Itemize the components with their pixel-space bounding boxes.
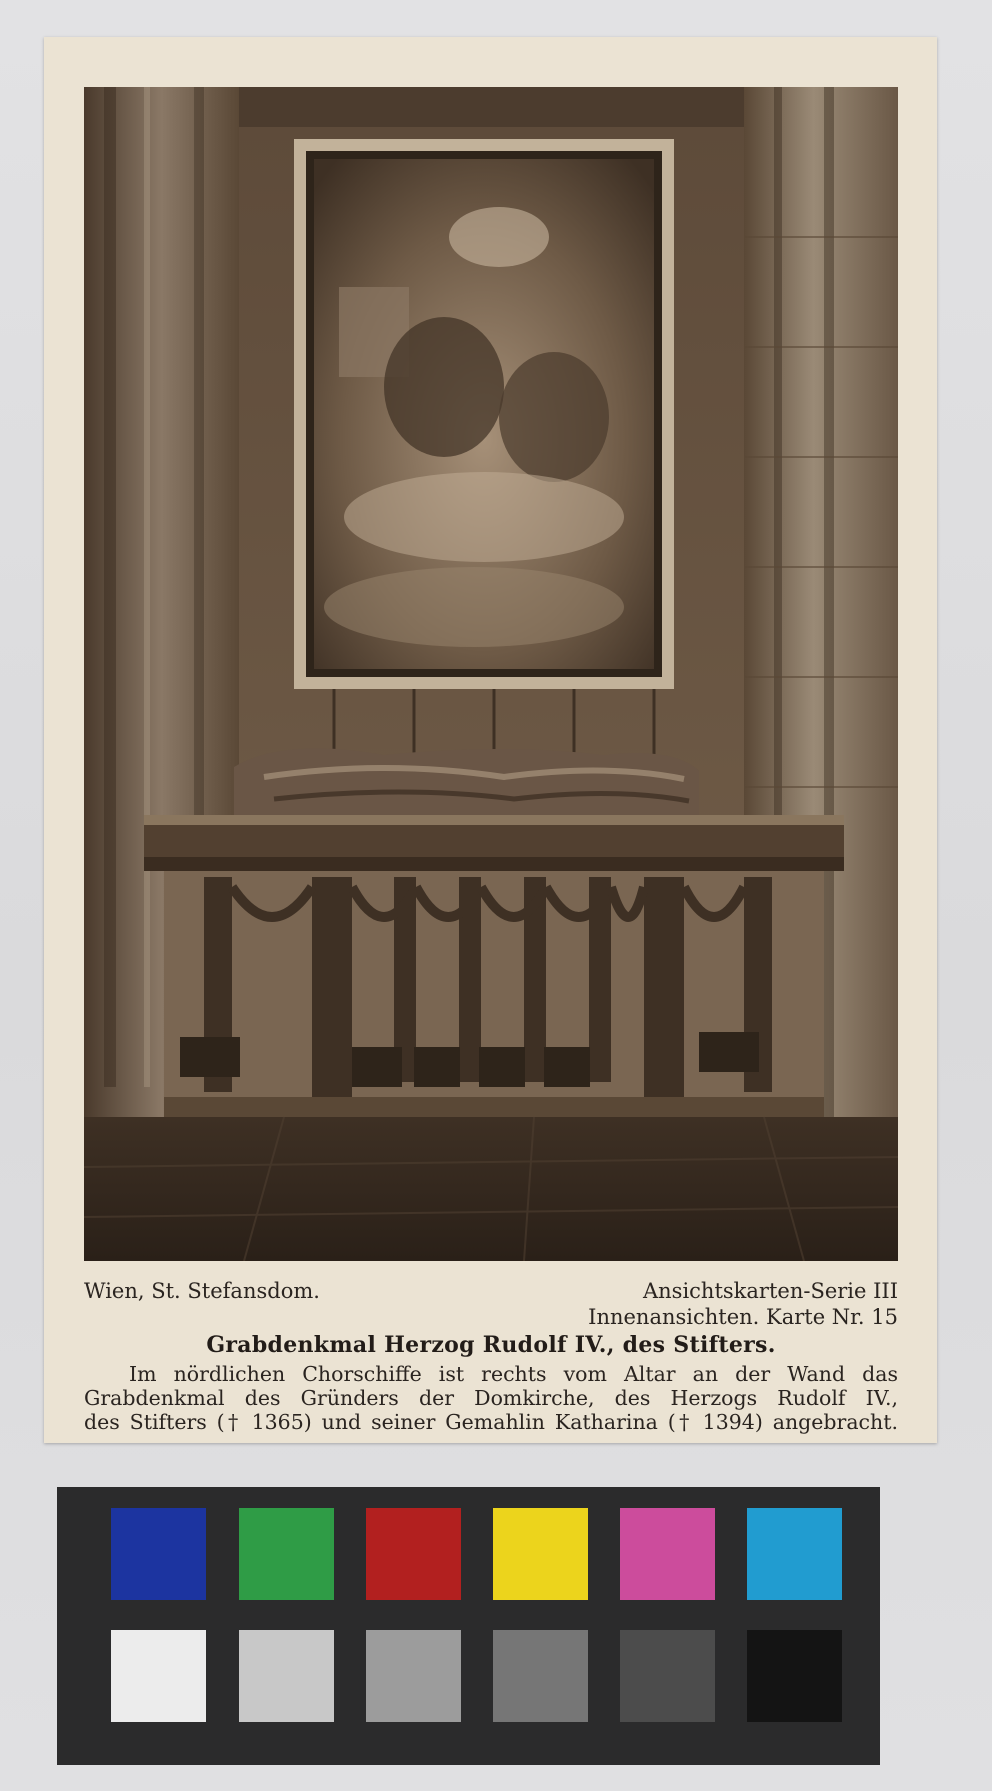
color-patch [111, 1630, 206, 1722]
tomb-photo-illustration [84, 87, 898, 1261]
color-patch [620, 1630, 715, 1722]
color-checker-card [57, 1487, 880, 1765]
series-info [588, 1278, 898, 1330]
series-label: Ansichtskarten-Serie III [642, 1279, 898, 1303]
description-line: des Stifters († 1365) und seiner Gemahlin Katharina († 1394) angebracht. [84, 1410, 898, 1434]
color-patch [366, 1508, 461, 1600]
color-patch [493, 1508, 588, 1600]
card-number-label: Innenansichten. Karte Nr. 15 [588, 1305, 898, 1329]
postcard-description [84, 1362, 898, 1434]
color-patch [239, 1630, 334, 1722]
color-patch [111, 1508, 206, 1600]
color-patch [747, 1630, 842, 1722]
color-patch [620, 1508, 715, 1600]
color-patch [747, 1508, 842, 1600]
location-label: Wien, St. Stefansdom. [84, 1279, 320, 1303]
color-patch [493, 1630, 588, 1722]
color-patch [366, 1630, 461, 1722]
postcard-title: Grabdenkmal Herzog Rudolf IV., des Stifters. [206, 1332, 776, 1358]
description-line: Grabdenkmal des Gründers der Domkirche, des Herzogs Rudolf IV., [84, 1386, 898, 1410]
description-line: Im nördlichen Chorschiffe ist rechts vom Altar an der Wand das [129, 1362, 898, 1386]
color-patch [239, 1508, 334, 1600]
sepia-photograph [84, 87, 898, 1261]
